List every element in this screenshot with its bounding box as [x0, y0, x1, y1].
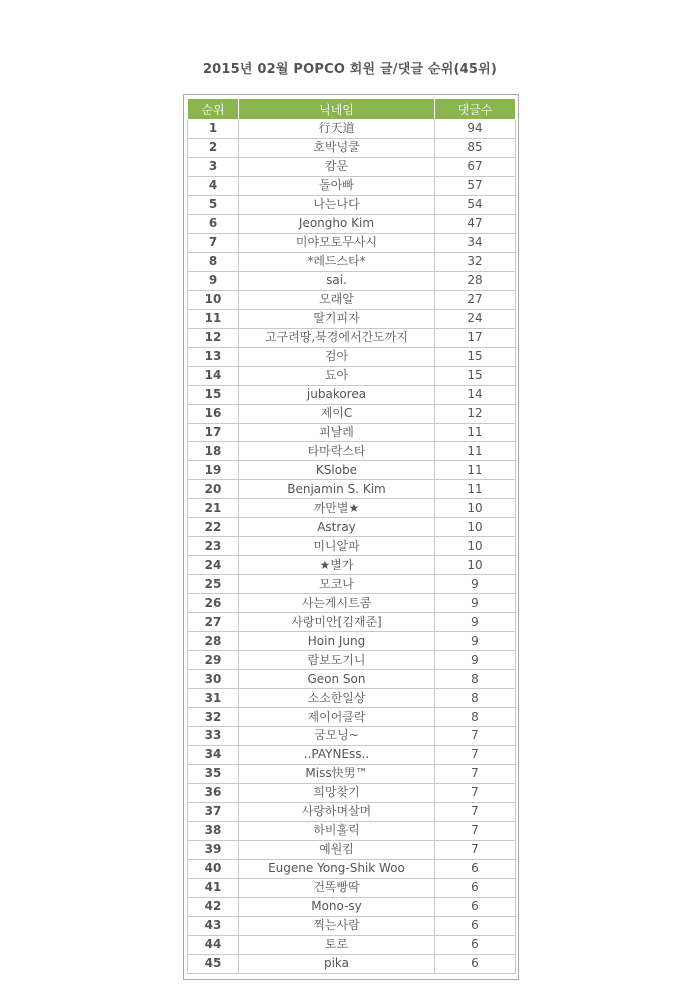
comment-count-cell: 6 [435, 916, 516, 935]
comment-count-cell: 10 [435, 499, 516, 518]
table-row [188, 480, 516, 499]
table-row [188, 821, 516, 840]
table-row [188, 309, 516, 328]
nickname-cell: 토로 [239, 935, 435, 954]
rank-cell: 12 [188, 328, 239, 347]
rank-cell: 15 [188, 385, 239, 404]
table-row [188, 214, 516, 233]
table-row [188, 442, 516, 461]
comment-count-cell: 10 [435, 556, 516, 575]
nickname-cell: 미니알파 [239, 537, 435, 556]
table-row [188, 366, 516, 385]
nickname-cell: sai. [239, 271, 435, 290]
comment-count-cell: 10 [435, 537, 516, 556]
nickname-cell: 예원킴 [239, 840, 435, 859]
rank-cell: 11 [188, 309, 239, 328]
nickname-cell: 모코나 [239, 575, 435, 594]
rank-cell: 20 [188, 480, 239, 499]
comment-count-cell: 11 [435, 442, 516, 461]
table-row [188, 575, 516, 594]
comment-count-cell: 9 [435, 575, 516, 594]
nickname-cell: 제이어클락 [239, 708, 435, 727]
comment-count-cell: 54 [435, 195, 516, 214]
comment-count-cell: 9 [435, 594, 516, 613]
table-row [188, 290, 516, 309]
table-row [188, 670, 516, 689]
nickname-cell: 고구려땅,북경에서간도까지 [239, 328, 435, 347]
nickname-cell: 람보도기니 [239, 651, 435, 670]
nickname-cell: KSlobe [239, 461, 435, 480]
table-row [188, 594, 516, 613]
table-row [188, 613, 516, 632]
rank-cell: 31 [188, 689, 239, 708]
nickname-cell: Geon Son [239, 670, 435, 689]
rank-cell: 9 [188, 271, 239, 290]
comment-count-cell: 85 [435, 138, 516, 157]
table-row [188, 935, 516, 954]
ranking-table [187, 98, 516, 974]
comment-count-cell: 7 [435, 745, 516, 764]
table-row [188, 252, 516, 271]
comment-count-cell: 47 [435, 214, 516, 233]
rank-cell: 5 [188, 195, 239, 214]
nickname-cell: 사랑하며살며 [239, 802, 435, 821]
rank-cell: 36 [188, 783, 239, 802]
table-row [188, 764, 516, 783]
comment-count-cell: 15 [435, 347, 516, 366]
table-row [188, 802, 516, 821]
table-row [188, 157, 516, 176]
comment-count-cell: 7 [435, 764, 516, 783]
page-title: 2015년 02월 POPCO 회원 글/댓글 순위(45위) [202, 62, 498, 77]
table-row [188, 176, 516, 195]
table-row [188, 271, 516, 290]
header-comments: 댓글수 [435, 99, 516, 120]
comment-count-cell: 8 [435, 689, 516, 708]
comment-count-cell: 7 [435, 783, 516, 802]
nickname-cell: 소소한일상 [239, 689, 435, 708]
table-row [188, 745, 516, 764]
rank-cell: 43 [188, 916, 239, 935]
comment-count-cell: 24 [435, 309, 516, 328]
table-row [188, 897, 516, 916]
nickname-cell: Mono-sy [239, 897, 435, 916]
rank-cell: 37 [188, 802, 239, 821]
comment-count-cell: 7 [435, 821, 516, 840]
nickname-cell: 하비홀릭 [239, 821, 435, 840]
rank-cell: 8 [188, 252, 239, 271]
comment-count-cell: 6 [435, 954, 516, 973]
nickname-cell: 희망찾기 [239, 783, 435, 802]
table-row [188, 632, 516, 651]
nickname-cell: 까만별★ [239, 499, 435, 518]
table-row [188, 859, 516, 878]
ranking-table-frame [183, 94, 519, 980]
rank-cell: 6 [188, 214, 239, 233]
comment-count-cell: 11 [435, 461, 516, 480]
comment-count-cell: 9 [435, 632, 516, 651]
rank-cell: 10 [188, 290, 239, 309]
table-row [188, 708, 516, 727]
rank-cell: 34 [188, 745, 239, 764]
nickname-cell: 됴아 [239, 366, 435, 385]
nickname-cell: Benjamin S. Kim [239, 480, 435, 499]
rank-cell: 42 [188, 897, 239, 916]
comment-count-cell: 7 [435, 802, 516, 821]
header-rank: 순위 [188, 99, 239, 120]
table-row [188, 233, 516, 252]
table-row [188, 195, 516, 214]
comment-count-cell: 14 [435, 385, 516, 404]
nickname-cell: 제이C [239, 404, 435, 423]
comment-count-cell: 6 [435, 897, 516, 916]
rank-cell: 13 [188, 347, 239, 366]
comment-count-cell: 15 [435, 366, 516, 385]
table-row [188, 727, 516, 746]
nickname-cell: 나는나다 [239, 195, 435, 214]
comment-count-cell: 8 [435, 708, 516, 727]
nickname-cell: 검아 [239, 347, 435, 366]
table-row [188, 689, 516, 708]
rank-cell: 23 [188, 537, 239, 556]
comment-count-cell: 12 [435, 404, 516, 423]
rank-cell: 16 [188, 404, 239, 423]
nickname-cell: Eugene Yong-Shik Woo [239, 859, 435, 878]
table-row [188, 328, 516, 347]
comment-count-cell: 11 [435, 423, 516, 442]
rank-cell: 14 [188, 366, 239, 385]
nickname-cell: 피날레 [239, 423, 435, 442]
nickname-cell: Jeongho Kim [239, 214, 435, 233]
rank-cell: 44 [188, 935, 239, 954]
comment-count-cell: 32 [435, 252, 516, 271]
comment-count-cell: 27 [435, 290, 516, 309]
nickname-cell: 캄문 [239, 157, 435, 176]
comment-count-cell: 6 [435, 935, 516, 954]
table-row [188, 120, 516, 139]
table-row [188, 518, 516, 537]
comment-count-cell: 57 [435, 176, 516, 195]
nickname-cell: 미야모토무사시 [239, 233, 435, 252]
rank-cell: 38 [188, 821, 239, 840]
nickname-cell: Hoin Jung [239, 632, 435, 651]
table-header-row [188, 99, 516, 120]
rank-cell: 29 [188, 651, 239, 670]
nickname-cell: 사는게시트콤 [239, 594, 435, 613]
rank-cell: 26 [188, 594, 239, 613]
rank-cell: 25 [188, 575, 239, 594]
nickname-cell: 딸기피자 [239, 309, 435, 328]
rank-cell: 21 [188, 499, 239, 518]
rank-cell: 28 [188, 632, 239, 651]
table-row [188, 347, 516, 366]
rank-cell: 32 [188, 708, 239, 727]
table-row [188, 840, 516, 859]
table-row [188, 423, 516, 442]
comment-count-cell: 11 [435, 480, 516, 499]
nickname-cell: 모래알 [239, 290, 435, 309]
rank-cell: 39 [188, 840, 239, 859]
rank-cell: 17 [188, 423, 239, 442]
rank-cell: 24 [188, 556, 239, 575]
rank-cell: 35 [188, 764, 239, 783]
nickname-cell: Astray [239, 518, 435, 537]
comment-count-cell: 6 [435, 878, 516, 897]
rank-cell: 30 [188, 670, 239, 689]
nickname-cell: 行天道 [239, 120, 435, 139]
nickname-cell: 굼모닝~ [239, 727, 435, 746]
comment-count-cell: 28 [435, 271, 516, 290]
rank-cell: 22 [188, 518, 239, 537]
rank-cell: 4 [188, 176, 239, 195]
nickname-cell: 호박넝쿨 [239, 138, 435, 157]
table-row [188, 537, 516, 556]
table-row [188, 385, 516, 404]
nickname-cell: Miss快男™ [239, 764, 435, 783]
table-row [188, 499, 516, 518]
rank-cell: 2 [188, 138, 239, 157]
nickname-cell: 찍는사람 [239, 916, 435, 935]
nickname-cell: 건똑빵딱 [239, 878, 435, 897]
comment-count-cell: 6 [435, 859, 516, 878]
rank-cell: 40 [188, 859, 239, 878]
table-row [188, 878, 516, 897]
comment-count-cell: 17 [435, 328, 516, 347]
comment-count-cell: 9 [435, 651, 516, 670]
comment-count-cell: 8 [435, 670, 516, 689]
table-row [188, 556, 516, 575]
comment-count-cell: 9 [435, 613, 516, 632]
comment-count-cell: 10 [435, 518, 516, 537]
table-row [188, 461, 516, 480]
comment-count-cell: 34 [435, 233, 516, 252]
table-body [188, 120, 516, 974]
nickname-cell: 돌아빠 [239, 176, 435, 195]
rank-cell: 45 [188, 954, 239, 973]
rank-cell: 19 [188, 461, 239, 480]
comment-count-cell: 94 [435, 120, 516, 139]
table-row [188, 783, 516, 802]
comment-count-cell: 67 [435, 157, 516, 176]
nickname-cell: *레드스타* [239, 252, 435, 271]
table-row [188, 916, 516, 935]
nickname-cell: jubakorea [239, 385, 435, 404]
nickname-cell: 사랑미안[김재준] [239, 613, 435, 632]
table-row [188, 404, 516, 423]
nickname-cell: ★별가 [239, 556, 435, 575]
rank-cell: 41 [188, 878, 239, 897]
header-nickname: 닉네임 [239, 99, 435, 120]
rank-cell: 7 [188, 233, 239, 252]
table-row [188, 651, 516, 670]
table-row [188, 954, 516, 973]
nickname-cell: 타마락스타 [239, 442, 435, 461]
comment-count-cell: 7 [435, 840, 516, 859]
nickname-cell: ..PAYNEss.. [239, 745, 435, 764]
rank-cell: 3 [188, 157, 239, 176]
rank-cell: 18 [188, 442, 239, 461]
rank-cell: 1 [188, 120, 239, 139]
rank-cell: 27 [188, 613, 239, 632]
rank-cell: 33 [188, 727, 239, 746]
comment-count-cell: 7 [435, 727, 516, 746]
table-row [188, 138, 516, 157]
nickname-cell: pika [239, 954, 435, 973]
